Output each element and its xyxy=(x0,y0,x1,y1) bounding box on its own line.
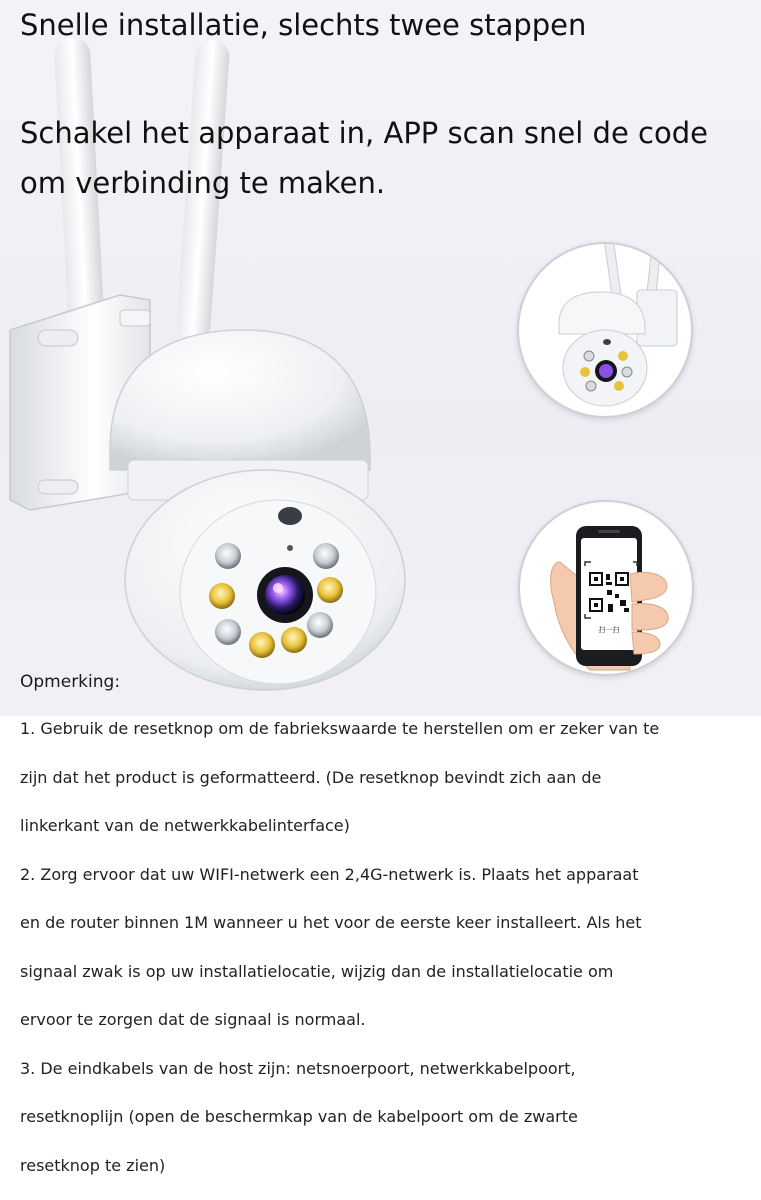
note-line: 1. Gebruik de resetknop om de fabriekswaarde te herstellen om er zeker van te xyxy=(20,719,660,738)
note-line: 2. Zorg ervoor dat uw WIFI-netwerk een 2,4G-netwerk is. Plaats het apparaat xyxy=(20,864,639,884)
note-line: zijn dat het product is geformatteerd. (De resetknop bevindt zich aan de xyxy=(20,767,602,787)
note-line: 3. De eindkabels van de host zijn: netsnoerpoort, netwerkkabelpoort, xyxy=(20,1058,576,1078)
note-line: resetknoplijn (open de beschermkap van de kabelpoort om de zwarte xyxy=(20,1107,578,1126)
list-item xyxy=(20,705,750,851)
list-item xyxy=(20,851,750,1045)
note-line: resetknop te zien) xyxy=(20,1155,166,1175)
phone-screen-text: 扫一扫 xyxy=(598,626,620,634)
notes-list xyxy=(20,705,750,1190)
camera-thumbnail-icon xyxy=(519,244,691,416)
page-subtitle: Schakel het apparaat in, APP scan snel de code om verbinding te maken. xyxy=(20,116,708,200)
note-line: ervoor te zorgen dat de signaal is normaal. xyxy=(20,1010,366,1029)
camera-thumbnail-circle xyxy=(517,242,693,418)
note-line: en de router binnen 1M wanneer u het voor de eerste keer installeert. Als het xyxy=(20,913,642,932)
phone-qr-scan-icon xyxy=(520,502,692,674)
phone-scan-circle xyxy=(518,500,694,676)
note-heading: Opmerking: xyxy=(20,672,121,692)
page-title: Snelle installatie, slechts twee stappen xyxy=(20,8,587,42)
note-line: linkerkant van de netwerkkabelinterface) xyxy=(20,816,350,835)
note-line: signaal zwak is op uw installatielocatie, wijzig dan de installatielocatie om xyxy=(20,961,614,981)
list-item xyxy=(20,1045,750,1191)
